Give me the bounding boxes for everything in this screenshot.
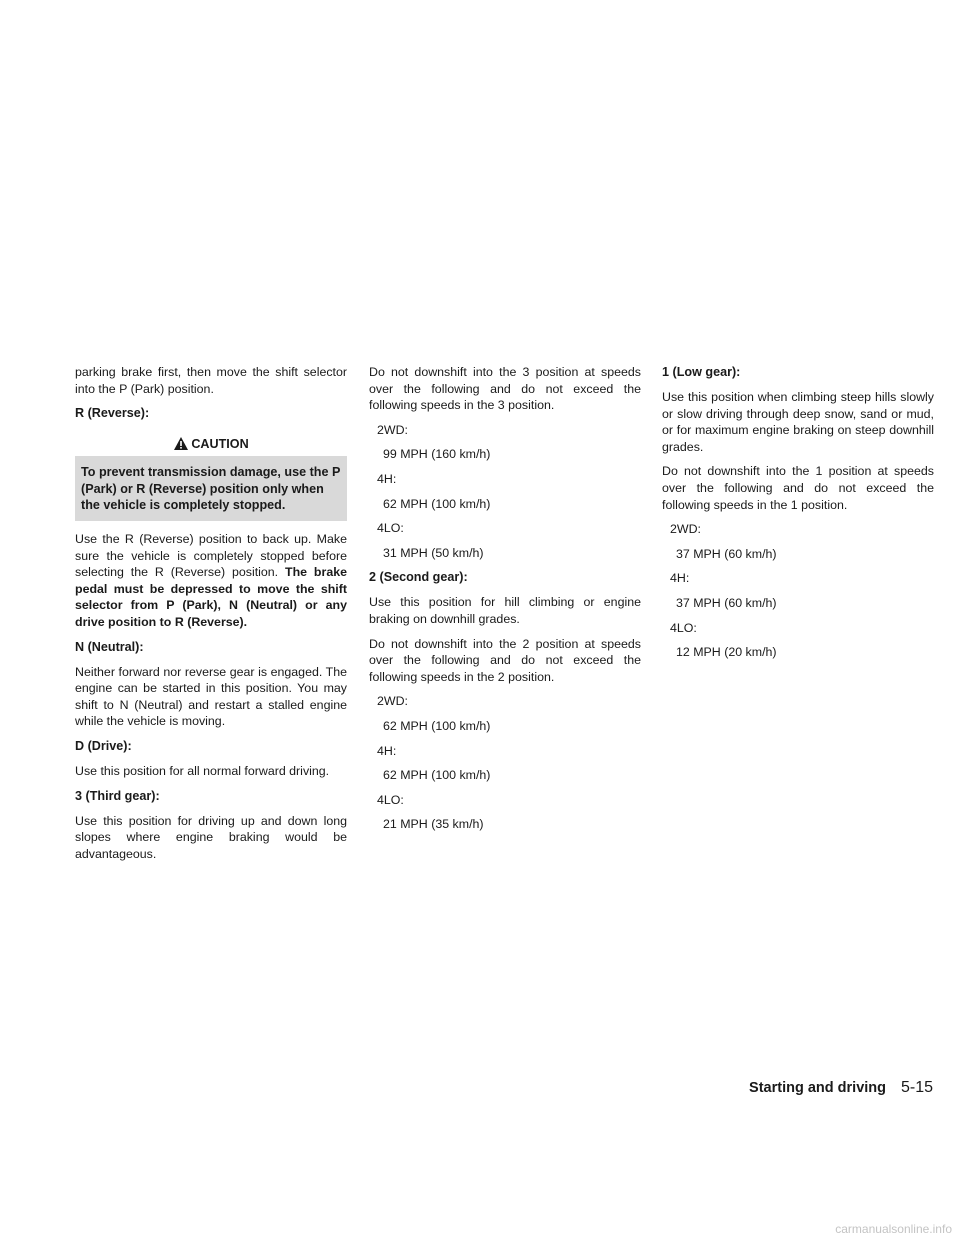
- low-2wd-value: 37 MPH (60 km/h): [676, 546, 777, 561]
- caution-box: To prevent transmission damage, use the P (Park) or R (Reverse) position only when the vehicle is completely stopped.: [75, 456, 347, 521]
- second-2wd-value: 62 MPH (100 km/h): [383, 718, 491, 733]
- second-gear-paragraph: Use this position for hill climbing or engine braking on downhill grades.: [369, 595, 641, 626]
- column-3: [662, 364, 934, 669]
- low-gear-paragraph: Use this position when climbing steep hills slowly or slow driving through deep snow, sand or mud, or for maximum engine braking on steep downhill grades.: [662, 390, 934, 454]
- reverse-bold-text: The brake pedal must be depressed to move the shift selector from P (Park), N (Neutral) or any drive position to R (Reverse).: [75, 565, 348, 629]
- second-4lo-value: 21 MPH (35 km/h): [383, 817, 484, 832]
- second-limit-paragraph: Do not downshift into the 2 position at speeds over the following and do not exceed the following speeds in the 2 position.: [369, 636, 641, 684]
- column-2: [369, 364, 641, 841]
- second-4h-value: 62 MPH (100 km/h): [383, 768, 491, 783]
- third-4h-value: 62 MPH (100 km/h): [383, 496, 491, 511]
- third-4h-label: 4H:: [377, 471, 397, 486]
- second-gear-heading: 2 (Second gear):: [369, 570, 468, 585]
- neutral-heading: N (Neutral):: [75, 639, 144, 654]
- warning-icon: [173, 436, 189, 451]
- page-number: 5-15: [900, 1079, 933, 1096]
- neutral-paragraph: Neither forward nor reverse gear is engaged. The engine can be started in this position. You may shift to N (Neutral) and restart a stalled engine while the vehicle is moving.: [75, 664, 347, 729]
- low-4h-label: 4H:: [670, 571, 690, 586]
- page-footer: [0, 1076, 960, 1100]
- second-4h-label: 4H:: [377, 743, 397, 758]
- third-4lo-value: 31 MPH (50 km/h): [383, 545, 484, 560]
- low-gear-heading: 1 (Low gear):: [662, 365, 741, 379]
- low-4lo-label: 4LO:: [670, 620, 697, 635]
- third-gear-heading: 3 (Third gear):: [75, 788, 160, 803]
- second-2wd-label: 2WD:: [377, 694, 408, 709]
- third-limit-paragraph: Do not downshift into the 3 position at speeds over the following and do not exceed the following speeds in the 3 position.: [369, 365, 641, 413]
- third-4lo-label: 4LO:: [377, 521, 404, 536]
- drive-paragraph: Use this position for all normal forward driving.: [75, 763, 330, 778]
- third-2wd-value: 99 MPH (160 km/h): [383, 447, 491, 462]
- reverse-text: Use the R (Reverse) position to back up. Make sure the vehicle is completely stopped before selecting the R (Reverse) position.: [75, 531, 347, 580]
- section-title: Starting and driving: [749, 1080, 886, 1096]
- low-4h-value: 37 MPH (60 km/h): [676, 595, 777, 610]
- intro-paragraph: parking brake first, then move the shift selector into the P (Park) position.: [75, 365, 347, 396]
- reverse-heading: R (Reverse):: [75, 406, 150, 421]
- second-4lo-label: 4LO:: [377, 792, 404, 807]
- caution-header: [75, 432, 347, 456]
- column-1: [75, 364, 347, 870]
- low-limit-paragraph: Do not downshift into the 1 position at speeds over the following and do not exceed the following speeds in the 1 position.: [662, 464, 934, 512]
- drive-heading: D (Drive):: [75, 738, 132, 753]
- reverse-paragraph: [75, 531, 347, 631]
- watermark: carmanualsonline.info: [835, 1222, 952, 1236]
- low-2wd-label: 2WD:: [670, 522, 701, 537]
- third-2wd-label: 2WD:: [377, 422, 408, 437]
- low-4lo-value: 12 MPH (20 km/h): [676, 645, 777, 660]
- caution-title: CAUTION: [191, 437, 249, 452]
- third-gear-paragraph: Use this position for driving up and down long slopes where engine braking would be advantageous.: [75, 813, 347, 861]
